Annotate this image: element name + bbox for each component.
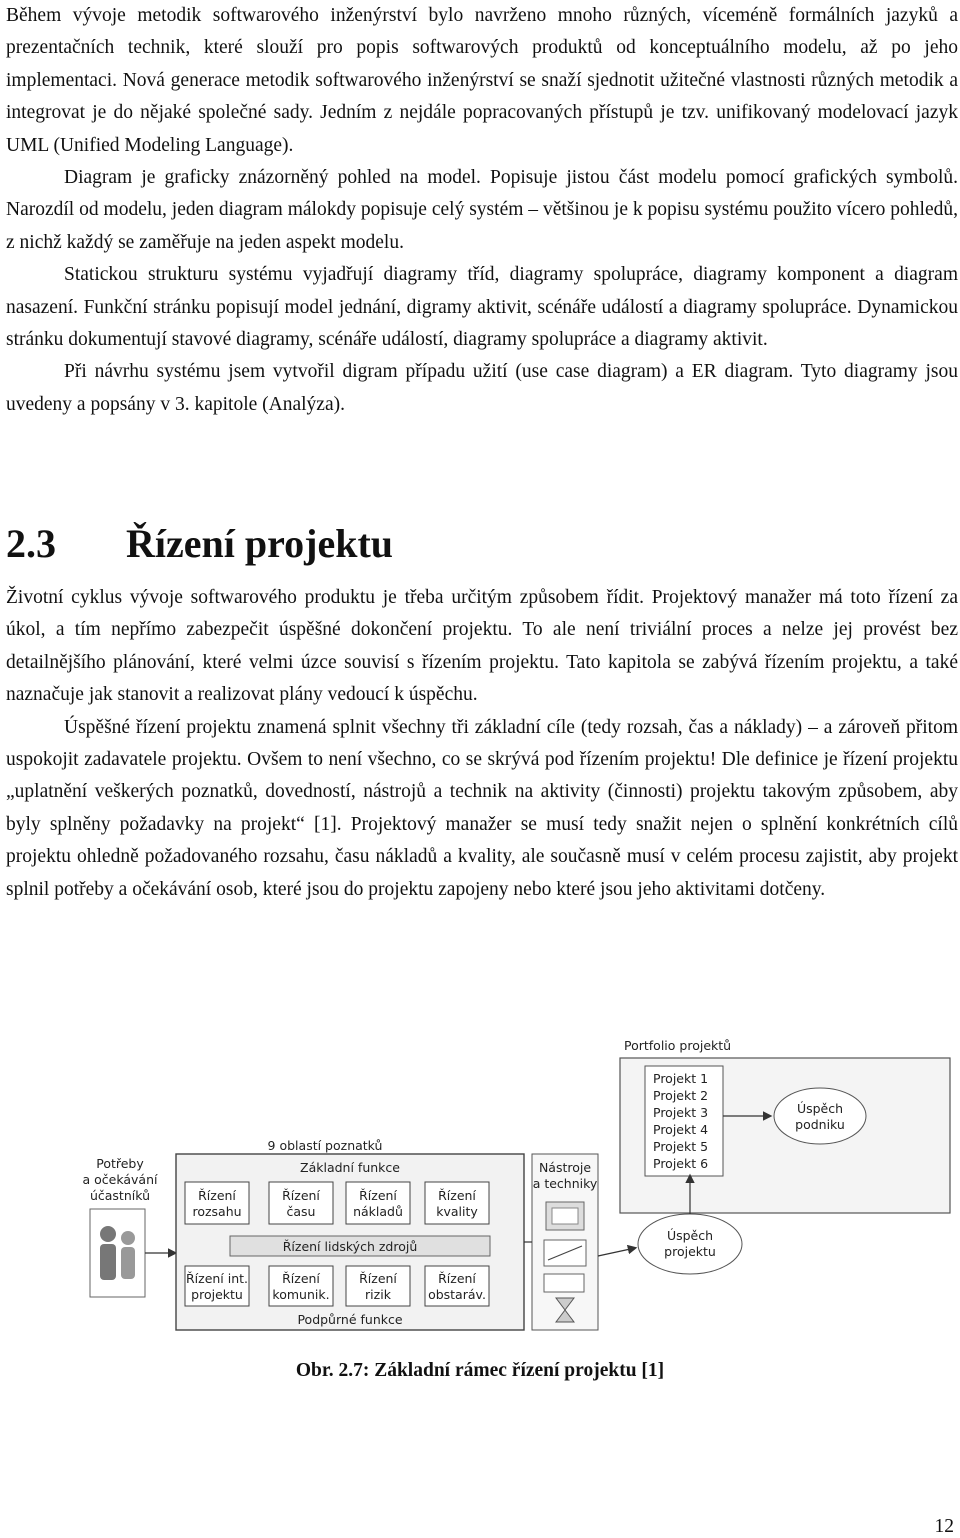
knowledge-area-label: Řízení	[359, 1271, 397, 1286]
framework-diagram	[80, 1026, 960, 1346]
knowledge-area-label: projektu	[191, 1287, 243, 1302]
knowledge-area-label: Řízení	[282, 1188, 320, 1203]
person-icon	[121, 1247, 135, 1279]
knowledge-area-label: Řízení	[198, 1188, 236, 1203]
section-number: 2.3	[6, 521, 56, 566]
portfolio-box	[620, 1038, 950, 1213]
intro-text	[6, 0, 958, 421]
business-success-label: podniku	[795, 1117, 845, 1132]
tools-label: a techniky	[532, 1176, 598, 1191]
project-item: Projekt 5	[653, 1139, 709, 1154]
person-icon	[121, 1231, 135, 1245]
paragraph: Při návrhu systému jsem vytvořil digram případu užití (use case diagram) a ER diagram. Tyto diagramy jsou uvedeny a popsány v 3. kapitole (Analýza).	[6, 361, 958, 415]
section-heading	[6, 516, 393, 572]
core-functions-label: Základní funkce	[300, 1160, 400, 1175]
computer-icon	[552, 1208, 578, 1224]
knowledge-areas-box	[176, 1138, 524, 1330]
project-item: Projekt 6	[653, 1156, 709, 1171]
section-title: Řízení projektu	[126, 521, 394, 566]
person-icon	[100, 1226, 116, 1242]
knowledge-area-label: komunik.	[272, 1287, 330, 1302]
arrow	[598, 1248, 635, 1256]
knowledge-area-label: Řízení	[282, 1271, 320, 1286]
stakeholders-label: účastníků	[89, 1188, 151, 1203]
stakeholders-label: Potřeby	[96, 1156, 144, 1171]
page-number: 12	[934, 1516, 954, 1537]
project-management-framework-figure	[80, 1026, 960, 1346]
knowledge-areas-title: 9 oblastí poznatků	[267, 1138, 383, 1153]
project-item: Projekt 4	[653, 1122, 709, 1137]
stakeholders-figure	[90, 1209, 145, 1297]
document-icon	[544, 1274, 584, 1292]
support-functions-label: Podpůrné funkce	[297, 1312, 403, 1327]
paragraph: Úspěšné řízení projektu znamená splnit všechny tři základní cíle (tedy rozsah, čas a náklady) – a zároveň přitom uspokojit zadavatele projektu. Ovšem to není všechno, co se skrývá pod řízením projektu! Dle definice je řízení projektu „uplatnění veškerých poznatků, dovedností, nástrojů a technik na aktivity (činnosti) projektu takovým způsobem, aby byly splněny požadavky na projekt“ [1]. Projektový manažer se musí tedy snažit nejen o splnění konkrétních cílů projektu ohledně požadovaného rozsahu, času nákladů a kvality, ale současně musí v celém procesu zajistit, aby projekt splnil potřeby a očekávání osob, které jsou do projektu zapojeny nebo které jsou jeho aktivitami dotčeny.	[6, 716, 958, 900]
paragraph: Během vývoje metodik softwarového inženýrství bylo navrženo mnoho různých, víceméně formálních jazyků a prezentačních technik, které slouží pro popis softwarových produktů od konceptuálního modelu, až po jeho implementaci. Nová generace metodik softwarového inženýrství se snaží sjednotit užitečné vlastnosti různých metodik a integrovat je do nějaké společné sady. Jedním z nejdále popracovaných přístupů je tzv. unifikovaný modelovací jazyk UML (Unified Modeling Language).	[6, 5, 958, 156]
project-success-label: Úspěch	[666, 1228, 714, 1243]
knowledge-area-label: nákladů	[353, 1204, 403, 1219]
knowledge-area-label: Řízení	[438, 1188, 476, 1203]
person-icon	[100, 1244, 116, 1280]
stakeholders-label: a očekávání	[82, 1172, 158, 1187]
section-text	[6, 582, 958, 906]
tools-box	[532, 1154, 598, 1330]
figure-caption: Obr. 2.7: Základní rámec řízení projektu [1]	[295, 1360, 665, 1381]
hr-label: Řízení lidských zdrojů	[282, 1239, 418, 1254]
project-success-label: projektu	[664, 1244, 716, 1259]
knowledge-area-label: rozsahu	[192, 1204, 242, 1219]
portfolio-title: Portfolio projektů	[624, 1038, 732, 1053]
knowledge-area-label: času	[286, 1204, 316, 1219]
paragraph: Diagram je graficky znázorněný pohled na model. Popisuje jistou část modelu pomocí grafických symbolů. Narozdíl od modelu, jeden diagram málokdy popisuje celý systém – většinou je k popisu systému použito vícero pohledů, z nichž každý se zaměřuje na jeden aspekt modelu.	[6, 167, 958, 253]
knowledge-area-label: Řízení int.	[185, 1271, 249, 1286]
tools-label: Nástroje	[538, 1160, 592, 1175]
business-success-ellipse	[774, 1088, 866, 1144]
project-item: Projekt 1	[653, 1071, 709, 1086]
knowledge-area-label: Řízení	[438, 1271, 476, 1286]
business-success-label: Úspěch	[796, 1101, 844, 1116]
knowledge-area-label: kvality	[436, 1204, 478, 1219]
project-item: Projekt 3	[653, 1105, 709, 1120]
knowledge-area-label: Řízení	[359, 1188, 397, 1203]
paragraph: Statickou strukturu systému vyjadřují diagramy tříd, diagramy spolupráce, diagramy komponent a diagram nasazení. Funkční stránku popisují model jednání, digramy aktivit, scénáře událostí a diagramy spolupráce. Dynamickou stránku dokumentují stavové diagramy, scénáře událostí, diagramy spolupráce a diagramy aktivit.	[6, 264, 958, 351]
knowledge-area-label: obstaráv.	[428, 1287, 486, 1302]
paragraph: Životní cyklus vývoje softwarového produktu je třeba určitým způsobem řídit. Projektový manažer má toto řízení za úkol, a tím nepřímo zabezpečit úspěšné dokončení projektu. To ale není triviální proces a nelze jej provést bez detailnějšího plánování, které velmi úzce souvisí s řízením projektu. Tato kapitola se zabývá řízením projektu, a také naznačuje jak stanovit a realizovat plány vedoucí k úspěchu.	[6, 587, 958, 706]
project-item: Projekt 2	[653, 1088, 709, 1103]
knowledge-area-label: rizik	[365, 1287, 391, 1302]
